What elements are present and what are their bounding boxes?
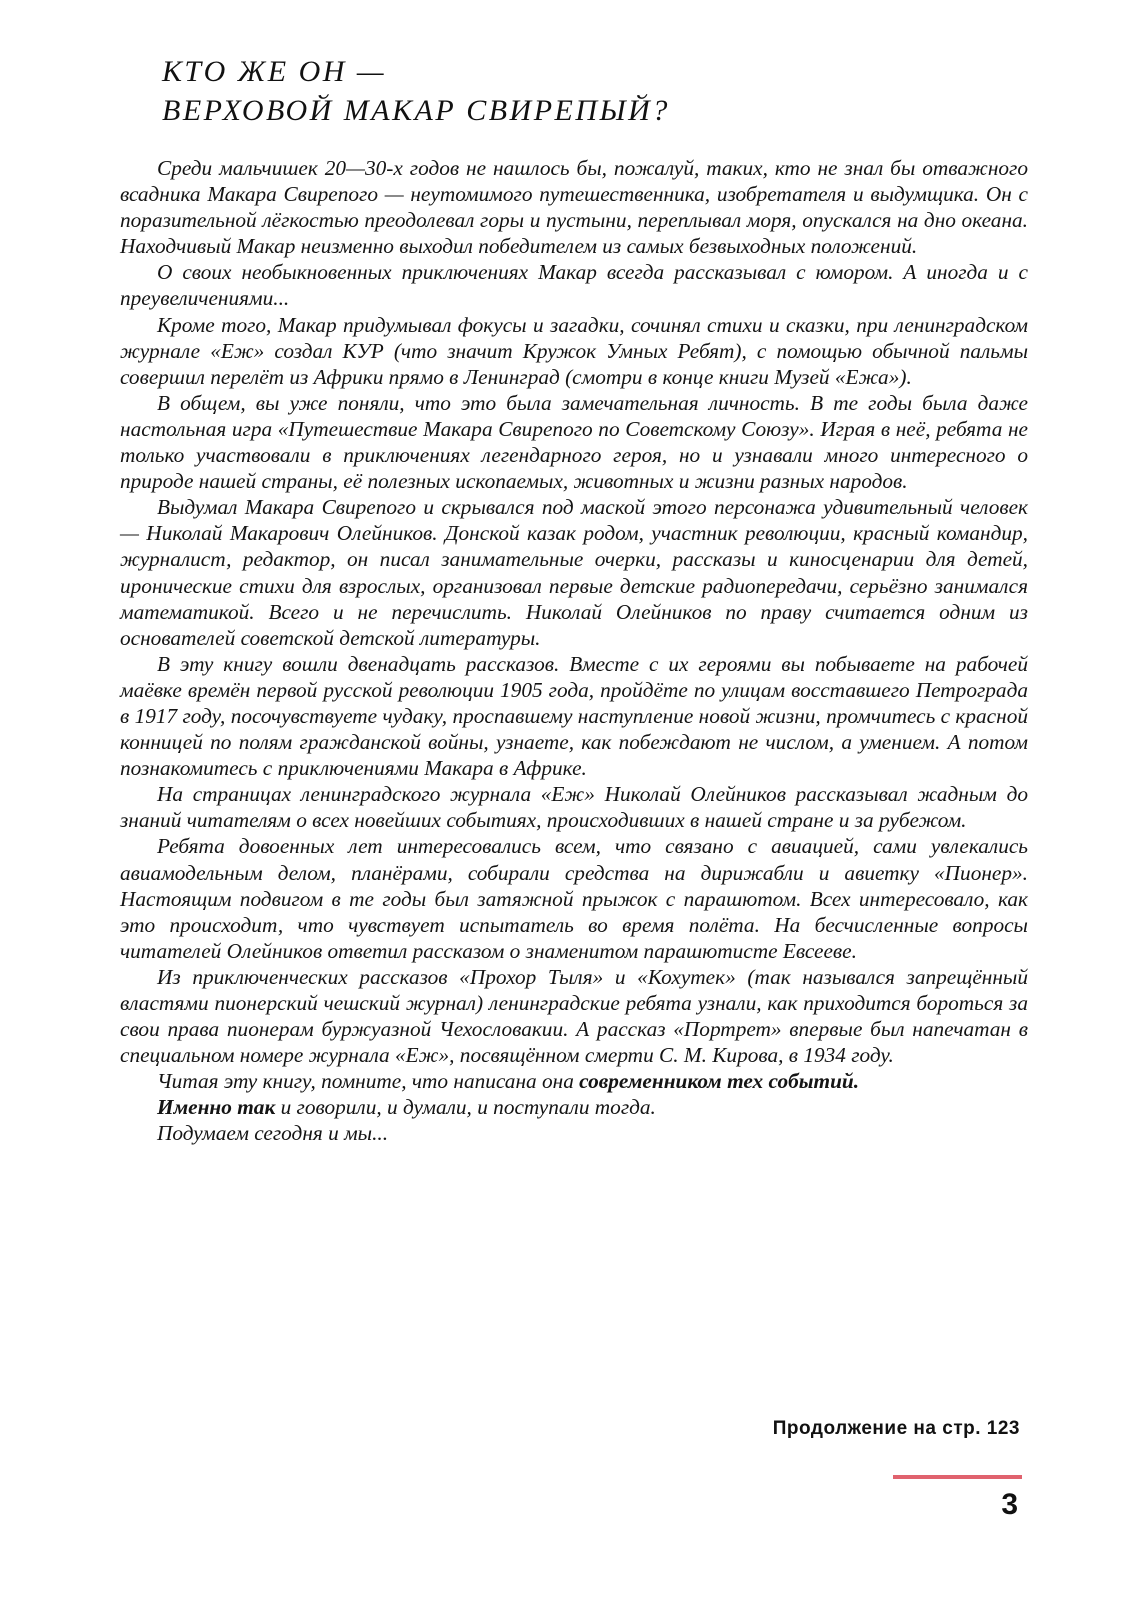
paragraph-4: В общем, вы уже поняли, что это была замечательная личность. В те годы была даже настольная игра «Путешествие Макара Свирепого по Советскому Союзу». Играя в неё, ребята не только участвовали в приключениях легендарного героя, но и узнавали много интересного о природе нашей страны, её полезных ископаемых, животных и жизни разных народов. (120, 390, 1028, 494)
paragraph-12: Подумаем сегодня и мы... (157, 1121, 389, 1146)
paragraph-11-emphasis: Именно так (157, 1095, 276, 1120)
paragraph-5: Выдумал Макара Свирепого и скрывался под маской этого персонажа удивительный человек — Николай Макарович Олейников. Донской казак родом, участник революции, красный командир, журналист, редактор, он писал занимательные очерки, рассказы и киносценарии для детей, иронические стихи для взрослых, организовал первые детские радиопередачи, серьёзно занимался математикой. Всего и не перечислить. Николай Олейников по праву считается одним из основателей советской детской литературы. (120, 495, 1028, 650)
paragraph-10-emphasis: современником тех событий. (579, 1069, 860, 1094)
article-body (120, 155, 1028, 1147)
paragraph-8: Ребята довоенных лет интересовались всем, что связано с авиацией, сами увлекались авиамодельным делом, планёрами, собирали средства на дирижабли и авиетку «Пионер». Настоящим подвигом в те годы был затяжной прыжок с парашютом. Всех интересовало, как это происходит, что чувствует испытатель во время полёта. На бесчисленные вопросы читателей Олейников ответил рассказом о знаменитом парашютисте Евсееве. (120, 834, 1028, 963)
article-title-line-2: ВЕРХОВОЙ МАКАР СВИРЕПЫЙ? (162, 94, 670, 127)
article-title-line-1: КТО ЖЕ ОН — (162, 55, 387, 88)
continuation-note: Продолжение на стр. 123 (772, 1418, 1020, 1439)
paragraph-9: Из приключенческих рассказов «Прохор Тыля» и «Кохутек» (так назывался запрещённый властями пионерский чешский журнал) ленинградские ребята узнали, как приходится бороться за свои права пионерам буржуазной Чехословакии. А рассказ «Портрет» впервые был напечатан в специальном номере журнала «Еж», посвящённом смерти С. М. Кирова, в 1934 году. (120, 964, 1028, 1068)
paragraph-1: Среди мальчишек 20—30-х годов не нашлось бы, пожалуй, таких, кто не знал бы отважного всадника Макара Свирепого — неутомимого путешественника, изобретателя и выдумщика. Он с поразительной лёгкостью преодолевал горы и пустыни, переплывал моря, опускался на дно океана. Находчивый Макар неизменно выходил победителем из самых безвыходных положений. (120, 156, 1028, 259)
paragraph-2: О своих необыкновенных приключениях Макар всегда рассказывал с юмором. А иногда и с преувеличениями... (120, 260, 1028, 311)
paragraph-11-text: и говорили, и думали, и поступали тогда. (275, 1095, 656, 1120)
page-number: 3 (1001, 1488, 1018, 1521)
paragraph-7: На страницах ленинградского журнала «Еж» Николай Олейников рассказывал жадным до знаний читателям о всех новейших событиях, происходивших в нашей стране и за рубежом. (120, 782, 1028, 833)
paragraph-10-text: Читая эту книгу, помните, что написана она (157, 1069, 580, 1094)
paragraph-6: В эту книгу вошли двенадцать рассказов. Вместе с их героями вы побываете на рабочей маёвке времён первой русской революции 1905 года, пройдёте по улицам восставшего Петрограда в 1917 году, посочувствуете чудаку, проспавшему наступление новой жизни, промчитесь с красной конницей по полям гражданской войны, узнаете, как побеждают не числом, а умением. А потом познакомитесь с приключениями Макара в Африке. (120, 651, 1028, 781)
paragraph-3: Кроме того, Макар придумывал фокусы и загадки, сочинял стихи и сказки, при ленинградском журнале «Еж» создал КУР (что значит Кружок Умных Ребят), с помощью обычной пальмы совершил перелёт из Африки прямо в Ленинград (смотри в конце книги Музей «Ежа»). (120, 312, 1028, 389)
article-title (162, 52, 962, 130)
paragraph-10 (120, 1068, 1028, 1094)
page-number-rule (893, 1475, 1022, 1479)
paragraph-11 (120, 1094, 1028, 1120)
